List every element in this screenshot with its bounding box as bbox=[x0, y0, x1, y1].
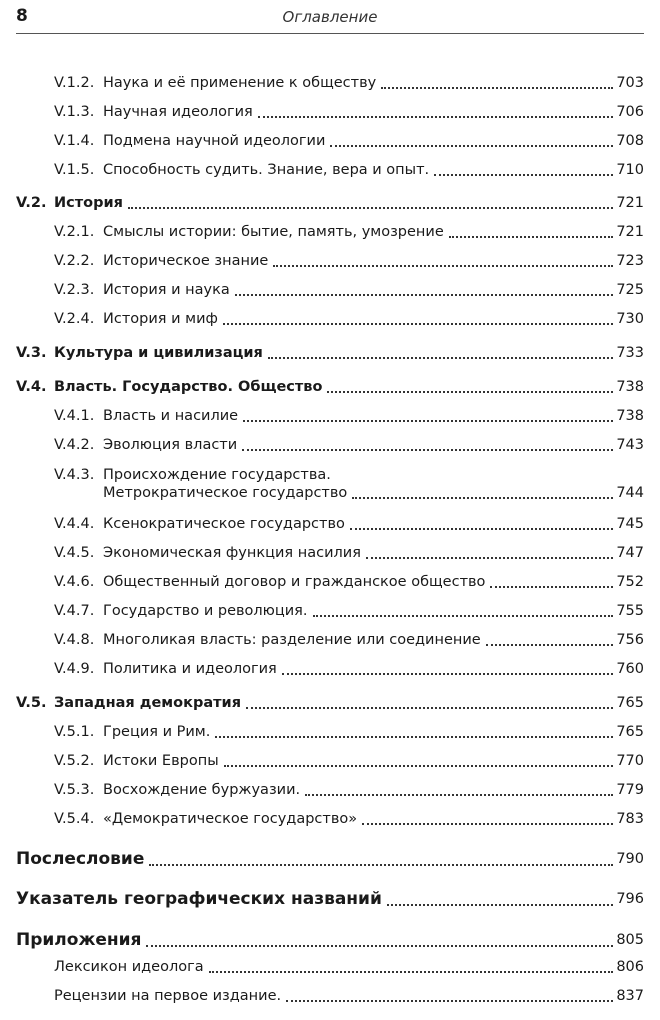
entry-number: V.1.5. bbox=[54, 162, 95, 178]
dot-leader bbox=[258, 112, 614, 118]
dot-leader bbox=[235, 290, 614, 296]
entry-number: V.4.2. bbox=[54, 437, 95, 453]
section-title: Власть. Государство. Общество bbox=[54, 379, 323, 395]
entry-title: Эволюция власти bbox=[103, 437, 238, 453]
dot-leader bbox=[350, 524, 613, 530]
toc-entry[interactable] bbox=[54, 281, 644, 299]
running-header bbox=[16, 0, 644, 34]
entry-number: V.1.2. bbox=[54, 75, 95, 91]
dot-leader bbox=[362, 819, 613, 825]
entry-title: Общественный договор и гражданское общество bbox=[103, 574, 486, 590]
entry-number: V.4.8. bbox=[54, 632, 95, 648]
entry-page: 725 bbox=[616, 282, 644, 298]
entry-title: История и наука bbox=[103, 282, 230, 298]
toc-entry[interactable] bbox=[54, 407, 644, 425]
entry-title: Ксенократическое государство bbox=[103, 516, 345, 532]
section-number: V.2. bbox=[16, 195, 47, 211]
entry-number: V.4.3. bbox=[54, 467, 95, 483]
entry-number: V.1.4. bbox=[54, 133, 95, 149]
entry-page: 706 bbox=[616, 104, 644, 120]
entry-page: 710 bbox=[616, 162, 644, 178]
entry-title: Рецензии на первое издание. bbox=[54, 988, 282, 1004]
entry-number: V.2.1. bbox=[54, 224, 95, 240]
entry-title: Восхождение буржуазии. bbox=[103, 782, 301, 798]
dot-leader bbox=[449, 232, 614, 238]
entry-page: 756 bbox=[616, 632, 644, 648]
entry-page: 723 bbox=[616, 253, 644, 269]
dot-leader bbox=[146, 941, 613, 947]
toc-entry[interactable] bbox=[54, 223, 644, 241]
toc-entry[interactable] bbox=[54, 987, 644, 1005]
entry-number: V.4.7. bbox=[54, 603, 95, 619]
entry-title: Многоликая власть: разделение или соединение bbox=[103, 632, 481, 648]
chapter-title: Послесловие bbox=[16, 849, 145, 869]
toc-section[interactable] bbox=[16, 194, 644, 212]
entry-page: 747 bbox=[616, 545, 644, 561]
dot-leader bbox=[490, 582, 613, 588]
running-title: Оглавление bbox=[282, 8, 378, 26]
toc-entry[interactable] bbox=[54, 660, 644, 678]
toc-entry[interactable] bbox=[54, 573, 644, 591]
dot-leader bbox=[313, 611, 614, 617]
toc-section[interactable] bbox=[16, 378, 644, 396]
dot-leader bbox=[268, 353, 613, 359]
entry-number: V.4.9. bbox=[54, 661, 95, 677]
chapter-page: 796 bbox=[616, 891, 644, 907]
entry-title: «Демократическое государство» bbox=[103, 811, 358, 827]
entry-number: V.5.2. bbox=[54, 753, 95, 769]
entry-title: Подмена научной идеологии bbox=[103, 133, 326, 149]
section-page: 733 bbox=[616, 345, 644, 361]
entry-page: 806 bbox=[616, 959, 644, 975]
toc-entry[interactable] bbox=[54, 132, 644, 150]
dot-leader bbox=[242, 445, 613, 451]
toc-entry[interactable] bbox=[54, 252, 644, 270]
entry-page: 721 bbox=[616, 224, 644, 240]
entry-page: 703 bbox=[616, 75, 644, 91]
entry-number: V.4.6. bbox=[54, 574, 95, 590]
toc-chapter[interactable] bbox=[16, 849, 644, 870]
dot-leader bbox=[305, 790, 613, 796]
entry-page: 770 bbox=[616, 753, 644, 769]
entry-page: 744 bbox=[616, 485, 644, 501]
dot-leader bbox=[149, 860, 613, 866]
toc-entry[interactable] bbox=[54, 161, 644, 179]
toc-entry[interactable] bbox=[54, 515, 644, 533]
toc-entry[interactable] bbox=[54, 810, 644, 828]
dot-leader bbox=[224, 761, 614, 767]
section-number: V.4. bbox=[16, 379, 47, 395]
entry-page: 783 bbox=[616, 811, 644, 827]
entry-title-line-1: Происхождение государства. bbox=[103, 467, 331, 483]
dot-leader bbox=[273, 261, 613, 267]
entry-number: V.4.1. bbox=[54, 408, 95, 424]
entry-page: 738 bbox=[616, 408, 644, 424]
entry-number: V.1.3. bbox=[54, 104, 95, 120]
entry-title: Экономическая функция насилия bbox=[103, 545, 361, 561]
section-number: V.5. bbox=[16, 695, 47, 711]
entry-page: 755 bbox=[616, 603, 644, 619]
toc-entry[interactable] bbox=[54, 310, 644, 328]
dot-leader bbox=[215, 732, 613, 738]
dot-leader bbox=[381, 83, 613, 89]
toc-entry[interactable] bbox=[54, 436, 644, 454]
entry-page: 745 bbox=[616, 516, 644, 532]
entry-number: V.2.4. bbox=[54, 311, 95, 327]
dot-leader bbox=[209, 967, 614, 973]
entry-page: 765 bbox=[616, 724, 644, 740]
toc-entry[interactable] bbox=[54, 103, 644, 121]
dot-leader bbox=[246, 703, 613, 709]
toc-chapter[interactable] bbox=[16, 930, 644, 951]
entry-title: Политика и идеология bbox=[103, 661, 277, 677]
entry-number: V.5.1. bbox=[54, 724, 95, 740]
page-number: 8 bbox=[16, 6, 28, 26]
entry-title: Истоки Европы bbox=[103, 753, 219, 769]
entry-page: 730 bbox=[616, 311, 644, 327]
chapter-page: 790 bbox=[616, 851, 644, 867]
chapter-page: 805 bbox=[616, 932, 644, 948]
toc-entry[interactable] bbox=[54, 466, 644, 502]
dot-leader bbox=[223, 319, 613, 325]
toc-entry[interactable] bbox=[54, 602, 644, 620]
toc-entry[interactable] bbox=[54, 781, 644, 799]
section-number: V.3. bbox=[16, 345, 47, 361]
entry-number: V.4.4. bbox=[54, 516, 95, 532]
section-page: 738 bbox=[616, 379, 644, 395]
entry-page: 708 bbox=[616, 133, 644, 149]
section-page: 765 bbox=[616, 695, 644, 711]
toc-section[interactable] bbox=[16, 694, 644, 712]
entry-page: 743 bbox=[616, 437, 644, 453]
entry-number: V.5.3. bbox=[54, 782, 95, 798]
toc-entry[interactable] bbox=[54, 752, 644, 770]
dot-leader bbox=[282, 669, 614, 675]
chapter-title: Приложения bbox=[16, 930, 142, 950]
entry-page: 837 bbox=[616, 988, 644, 1004]
entry-page: 779 bbox=[616, 782, 644, 798]
section-title: Культура и цивилизация bbox=[54, 345, 263, 361]
section-title: Западная демократия bbox=[54, 695, 241, 711]
entry-number: V.5.4. bbox=[54, 811, 95, 827]
toc-section[interactable] bbox=[16, 344, 644, 362]
dot-leader bbox=[352, 493, 613, 499]
entry-title: Смыслы истории: бытие, память, умозрение bbox=[103, 224, 444, 240]
entry-number: V.2.2. bbox=[54, 253, 95, 269]
section-page: 721 bbox=[616, 195, 644, 211]
dot-leader bbox=[128, 203, 613, 209]
dot-leader bbox=[434, 170, 613, 176]
dot-leader bbox=[330, 141, 613, 147]
entry-title: Государство и революция. bbox=[103, 603, 308, 619]
toc-entry[interactable] bbox=[54, 723, 644, 741]
entry-title: История и миф bbox=[103, 311, 218, 327]
entry-number: V.2.3. bbox=[54, 282, 95, 298]
entry-page: 760 bbox=[616, 661, 644, 677]
dot-leader bbox=[486, 640, 614, 646]
dot-leader bbox=[327, 387, 613, 393]
toc-entry[interactable] bbox=[54, 74, 644, 92]
entry-number: V.4.5. bbox=[54, 545, 95, 561]
entry-title: Наука и её применение к обществу bbox=[103, 75, 377, 91]
toc-entry[interactable] bbox=[54, 631, 644, 649]
dot-leader bbox=[387, 900, 613, 906]
entry-title: Способность судить. Знание, вера и опыт. bbox=[103, 162, 430, 178]
toc-chapter[interactable] bbox=[16, 889, 644, 910]
entry-title: Историческое знание bbox=[103, 253, 269, 269]
toc-entry[interactable] bbox=[54, 544, 644, 562]
entry-title: Греция и Рим. bbox=[103, 724, 211, 740]
toc-entry[interactable] bbox=[54, 958, 644, 976]
entry-title-line-2: Метрократическое государство bbox=[103, 485, 348, 501]
entry-title: Научная идеология bbox=[103, 104, 253, 120]
dot-leader bbox=[286, 996, 613, 1002]
dot-leader bbox=[366, 553, 613, 559]
dot-leader bbox=[243, 416, 613, 422]
section-title: История bbox=[54, 195, 123, 211]
entry-page: 752 bbox=[616, 574, 644, 590]
chapter-title: Указатель географических названий bbox=[16, 889, 382, 909]
entry-title: Власть и насилие bbox=[103, 408, 239, 424]
entry-title: Лексикон идеолога bbox=[54, 959, 204, 975]
